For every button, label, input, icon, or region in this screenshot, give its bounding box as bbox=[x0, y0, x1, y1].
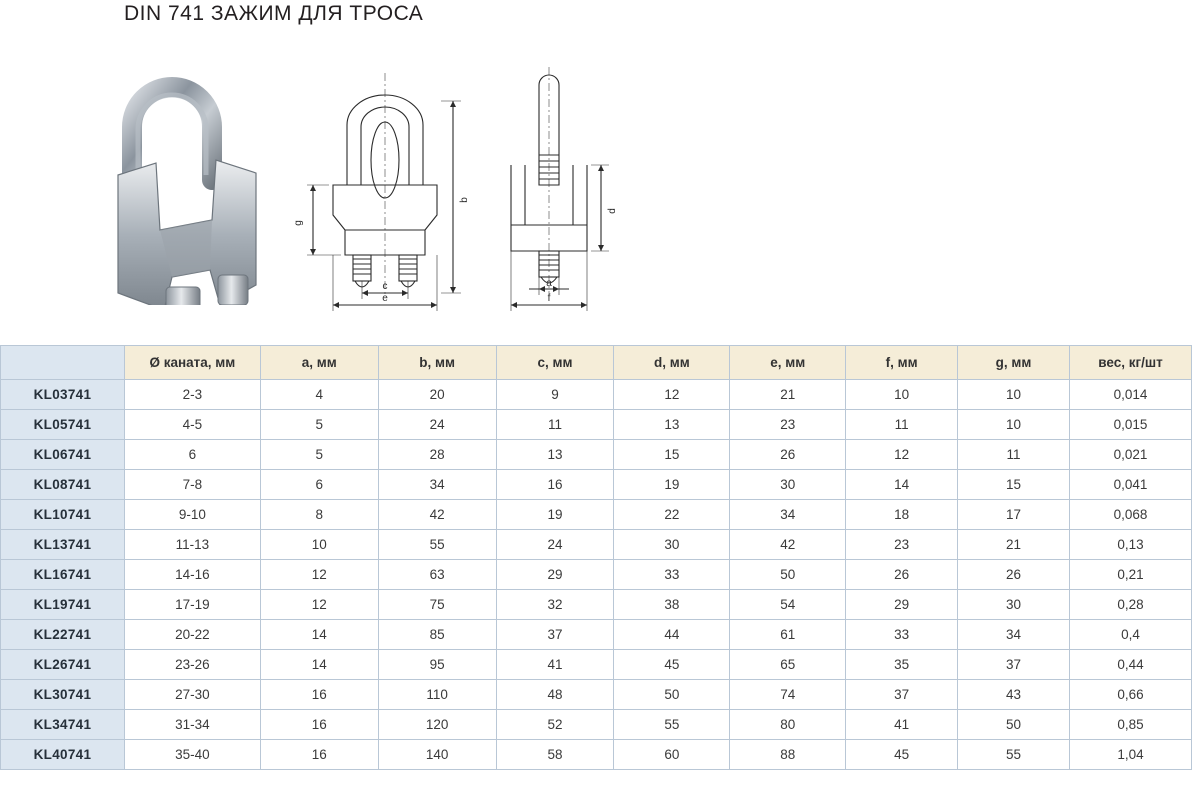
table-cell: 54 bbox=[730, 590, 846, 620]
table-cell: 88 bbox=[730, 740, 846, 770]
table-cell: 10 bbox=[260, 530, 378, 560]
page-title: DIN 741 ЗАЖИМ ДЛЯ ТРОСА bbox=[124, 2, 424, 25]
dim-label-e: e bbox=[382, 293, 388, 304]
product-code: KL26741 bbox=[1, 650, 125, 680]
table-cell: 10 bbox=[958, 410, 1070, 440]
table-row bbox=[1, 440, 1192, 470]
technical-drawings bbox=[285, 55, 665, 315]
table-cell: 19 bbox=[614, 470, 730, 500]
product-code: KL03741 bbox=[1, 380, 125, 410]
table-header-cell: d, мм bbox=[614, 346, 730, 380]
table-cell: 33 bbox=[614, 560, 730, 590]
table-cell: 140 bbox=[378, 740, 496, 770]
table-cell: 12 bbox=[260, 560, 378, 590]
table-cell: 48 bbox=[496, 680, 614, 710]
product-code: KL40741 bbox=[1, 740, 125, 770]
table-header-cell: a, мм bbox=[260, 346, 378, 380]
table-cell: 0,66 bbox=[1069, 680, 1191, 710]
table-row bbox=[1, 500, 1192, 530]
table-cell: 15 bbox=[614, 440, 730, 470]
table-cell: 23 bbox=[846, 530, 958, 560]
table-cell: 12 bbox=[846, 440, 958, 470]
table-row bbox=[1, 710, 1192, 740]
table-cell: 50 bbox=[730, 560, 846, 590]
table-row bbox=[1, 620, 1192, 650]
table-header-cell bbox=[1, 346, 125, 380]
table-cell: 8 bbox=[260, 500, 378, 530]
table-cell: 63 bbox=[378, 560, 496, 590]
dim-label-c: c bbox=[382, 281, 388, 292]
product-code: KL06741 bbox=[1, 440, 125, 470]
table-cell: 26 bbox=[846, 560, 958, 590]
table-cell: 21 bbox=[730, 380, 846, 410]
table-cell: 4-5 bbox=[124, 410, 260, 440]
table-cell: 23 bbox=[730, 410, 846, 440]
table-cell: 13 bbox=[614, 410, 730, 440]
product-code: KL08741 bbox=[1, 470, 125, 500]
table-cell: 26 bbox=[730, 440, 846, 470]
table-cell: 0,28 bbox=[1069, 590, 1191, 620]
table-cell: 0,015 bbox=[1069, 410, 1191, 440]
table-cell: 42 bbox=[378, 500, 496, 530]
table-cell: 44 bbox=[614, 620, 730, 650]
table-cell: 43 bbox=[958, 680, 1070, 710]
table-header-cell: b, мм bbox=[378, 346, 496, 380]
table-cell: 37 bbox=[846, 680, 958, 710]
dim-label-a: a bbox=[546, 278, 552, 289]
table-cell: 14 bbox=[260, 620, 378, 650]
table-header-cell: f, мм bbox=[846, 346, 958, 380]
table-cell: 95 bbox=[378, 650, 496, 680]
table-cell: 28 bbox=[378, 440, 496, 470]
product-code: KL22741 bbox=[1, 620, 125, 650]
table-cell: 55 bbox=[614, 710, 730, 740]
table-cell: 9-10 bbox=[124, 500, 260, 530]
product-code: KL19741 bbox=[1, 590, 125, 620]
table-cell: 4 bbox=[260, 380, 378, 410]
table-cell: 0,21 bbox=[1069, 560, 1191, 590]
table-cell: 65 bbox=[730, 650, 846, 680]
wire-rope-clip-photo bbox=[60, 55, 300, 305]
table-cell: 14-16 bbox=[124, 560, 260, 590]
table-row bbox=[1, 560, 1192, 590]
table-cell: 21 bbox=[958, 530, 1070, 560]
table-header-cell: вес, кг/шт bbox=[1069, 346, 1191, 380]
table-cell: 31-34 bbox=[124, 710, 260, 740]
table-cell: 11-13 bbox=[124, 530, 260, 560]
product-code: KL16741 bbox=[1, 560, 125, 590]
table-cell: 22 bbox=[614, 500, 730, 530]
table-cell: 23-26 bbox=[124, 650, 260, 680]
table-row bbox=[1, 380, 1192, 410]
dim-label-d: d bbox=[607, 208, 618, 214]
table-cell: 110 bbox=[378, 680, 496, 710]
table-cell: 37 bbox=[958, 650, 1070, 680]
table-cell: 41 bbox=[496, 650, 614, 680]
dim-label-f: f bbox=[547, 293, 551, 304]
table-row bbox=[1, 590, 1192, 620]
table-header-cell: c, мм bbox=[496, 346, 614, 380]
product-code: KL13741 bbox=[1, 530, 125, 560]
table-cell: 10 bbox=[958, 380, 1070, 410]
product-code: KL30741 bbox=[1, 680, 125, 710]
table-cell: 34 bbox=[378, 470, 496, 500]
illustration-area bbox=[0, 45, 1200, 335]
table-cell: 15 bbox=[958, 470, 1070, 500]
product-code: KL10741 bbox=[1, 500, 125, 530]
table-cell: 5 bbox=[260, 410, 378, 440]
table-cell: 29 bbox=[846, 590, 958, 620]
table-cell: 34 bbox=[730, 500, 846, 530]
table-cell: 11 bbox=[496, 410, 614, 440]
table-cell: 120 bbox=[378, 710, 496, 740]
table-cell: 0,85 bbox=[1069, 710, 1191, 740]
table-header-cell: Ø каната, мм bbox=[124, 346, 260, 380]
table-cell: 41 bbox=[846, 710, 958, 740]
dim-label-b: b bbox=[459, 197, 470, 203]
table-cell: 20 bbox=[378, 380, 496, 410]
table-cell: 30 bbox=[614, 530, 730, 560]
table-row bbox=[1, 470, 1192, 500]
table-cell: 52 bbox=[496, 710, 614, 740]
table-cell: 75 bbox=[378, 590, 496, 620]
table-cell: 29 bbox=[496, 560, 614, 590]
table-cell: 16 bbox=[260, 710, 378, 740]
table-cell: 24 bbox=[496, 530, 614, 560]
table-cell: 35 bbox=[846, 650, 958, 680]
table-cell: 74 bbox=[730, 680, 846, 710]
table-row bbox=[1, 680, 1192, 710]
table-cell: 16 bbox=[260, 740, 378, 770]
table-cell: 37 bbox=[496, 620, 614, 650]
table-cell: 55 bbox=[378, 530, 496, 560]
table-cell: 33 bbox=[846, 620, 958, 650]
table-cell: 26 bbox=[958, 560, 1070, 590]
specification-table bbox=[0, 345, 1192, 770]
table-cell: 14 bbox=[846, 470, 958, 500]
table-cell: 45 bbox=[614, 650, 730, 680]
table-cell: 7-8 bbox=[124, 470, 260, 500]
table-cell: 2-3 bbox=[124, 380, 260, 410]
table-cell: 5 bbox=[260, 440, 378, 470]
table-cell: 60 bbox=[614, 740, 730, 770]
table-cell: 1,04 bbox=[1069, 740, 1191, 770]
table-cell: 30 bbox=[958, 590, 1070, 620]
product-code: KL34741 bbox=[1, 710, 125, 740]
table-header-cell: g, мм bbox=[958, 346, 1070, 380]
table-cell: 18 bbox=[846, 500, 958, 530]
product-code: KL05741 bbox=[1, 410, 125, 440]
table-cell: 24 bbox=[378, 410, 496, 440]
table-cell: 6 bbox=[124, 440, 260, 470]
table-cell: 34 bbox=[958, 620, 1070, 650]
table-cell: 58 bbox=[496, 740, 614, 770]
table-cell: 61 bbox=[730, 620, 846, 650]
table-cell: 0,13 bbox=[1069, 530, 1191, 560]
dim-label-g: g bbox=[293, 220, 304, 226]
table-cell: 30 bbox=[730, 470, 846, 500]
table-cell: 12 bbox=[614, 380, 730, 410]
table-cell: 0,014 bbox=[1069, 380, 1191, 410]
table-header-cell: e, мм bbox=[730, 346, 846, 380]
table-row bbox=[1, 650, 1192, 680]
table-cell: 55 bbox=[958, 740, 1070, 770]
table-cell: 45 bbox=[846, 740, 958, 770]
table-cell: 9 bbox=[496, 380, 614, 410]
table-cell: 0,068 bbox=[1069, 500, 1191, 530]
table-cell: 27-30 bbox=[124, 680, 260, 710]
table-cell: 50 bbox=[958, 710, 1070, 740]
table-row bbox=[1, 410, 1192, 440]
table-row bbox=[1, 530, 1192, 560]
table-cell: 20-22 bbox=[124, 620, 260, 650]
table-cell: 0,021 bbox=[1069, 440, 1191, 470]
table-cell: 10 bbox=[846, 380, 958, 410]
table-cell: 14 bbox=[260, 650, 378, 680]
table-cell: 17-19 bbox=[124, 590, 260, 620]
table-cell: 11 bbox=[846, 410, 958, 440]
table-cell: 80 bbox=[730, 710, 846, 740]
table-row bbox=[1, 740, 1192, 770]
table-cell: 16 bbox=[496, 470, 614, 500]
table-cell: 50 bbox=[614, 680, 730, 710]
table-cell: 0,4 bbox=[1069, 620, 1191, 650]
table-cell: 32 bbox=[496, 590, 614, 620]
table-cell: 35-40 bbox=[124, 740, 260, 770]
table-cell: 16 bbox=[260, 680, 378, 710]
table-cell: 6 bbox=[260, 470, 378, 500]
table-cell: 85 bbox=[378, 620, 496, 650]
table-cell: 12 bbox=[260, 590, 378, 620]
table-cell: 0,041 bbox=[1069, 470, 1191, 500]
table-cell: 11 bbox=[958, 440, 1070, 470]
table-header-row bbox=[1, 346, 1192, 380]
table-cell: 38 bbox=[614, 590, 730, 620]
table-cell: 13 bbox=[496, 440, 614, 470]
table-cell: 19 bbox=[496, 500, 614, 530]
table-cell: 17 bbox=[958, 500, 1070, 530]
table-cell: 0,44 bbox=[1069, 650, 1191, 680]
table-cell: 42 bbox=[730, 530, 846, 560]
